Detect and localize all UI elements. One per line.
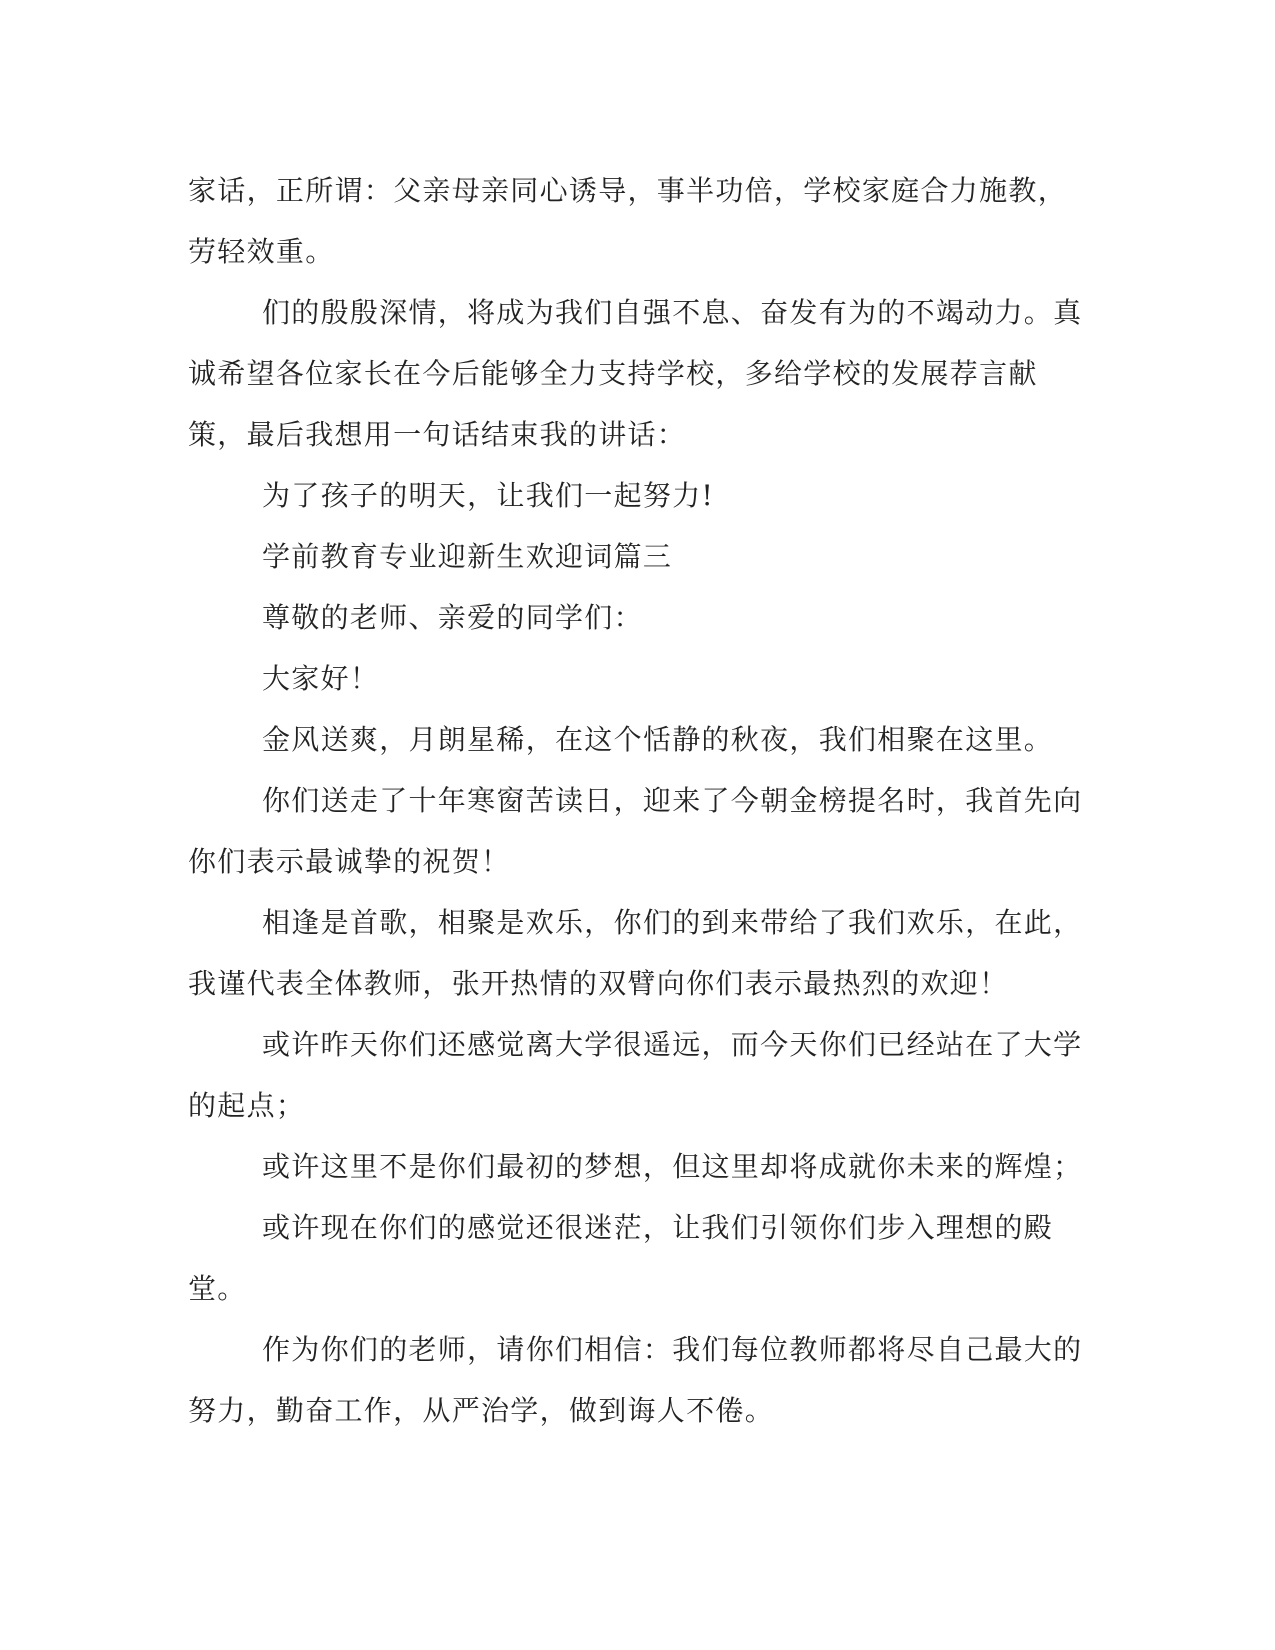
paragraph: 你们送走了十年寒窗苦读日，迎来了今朝金榜提名时，我首先向你们表示最诚挚的祝贺！ xyxy=(188,784,1083,878)
paragraph: 或许现在你们的感觉还很迷茫，让我们引领你们步入理想的殿堂。 xyxy=(188,1211,1054,1305)
paragraph: 金风送爽，月朗星稀，在这个恬静的秋夜，我们相聚在这里。 xyxy=(262,723,1054,756)
greeting: 大家好！ xyxy=(262,662,380,695)
paragraph-continuation: 家话，正所谓：父亲母亲同心诱导，事半功倍，学校家庭合力施教，劳轻效重。 xyxy=(188,174,1068,268)
paragraph: 们的殷殷深情，将成为我们自强不息、奋发有为的不竭动力。真诚希望各位家长在今后能够全力支持学校，多给学校的发展荐言献策，最后我想用一句话结束我的讲话： xyxy=(188,296,1083,451)
section-title: 学前教育专业迎新生欢迎词篇三 xyxy=(262,540,673,573)
paragraph: 或许昨天你们还感觉离大学很遥远，而今天你们已经站在了大学的起点； xyxy=(188,1028,1083,1122)
paragraph: 或许这里不是你们最初的梦想，但这里却将成就你未来的辉煌； xyxy=(262,1150,1083,1183)
paragraph: 为了孩子的明天，让我们一起努力! xyxy=(262,479,715,512)
document-body xyxy=(188,160,1083,1441)
salutation: 尊敬的老师、亲爱的同学们： xyxy=(262,601,643,634)
paragraph: 相逢是首歌，相聚是欢乐，你们的到来带给了我们欢乐，在此，我谨代表全体教师，张开热情的双臂向你们表示最热烈的欢迎！ xyxy=(188,906,1083,1000)
paragraph: 作为你们的老师，请你们相信：我们每位教师都将尽自己最大的努力，勤奋工作，从严治学，做到诲人不倦。 xyxy=(188,1333,1083,1427)
